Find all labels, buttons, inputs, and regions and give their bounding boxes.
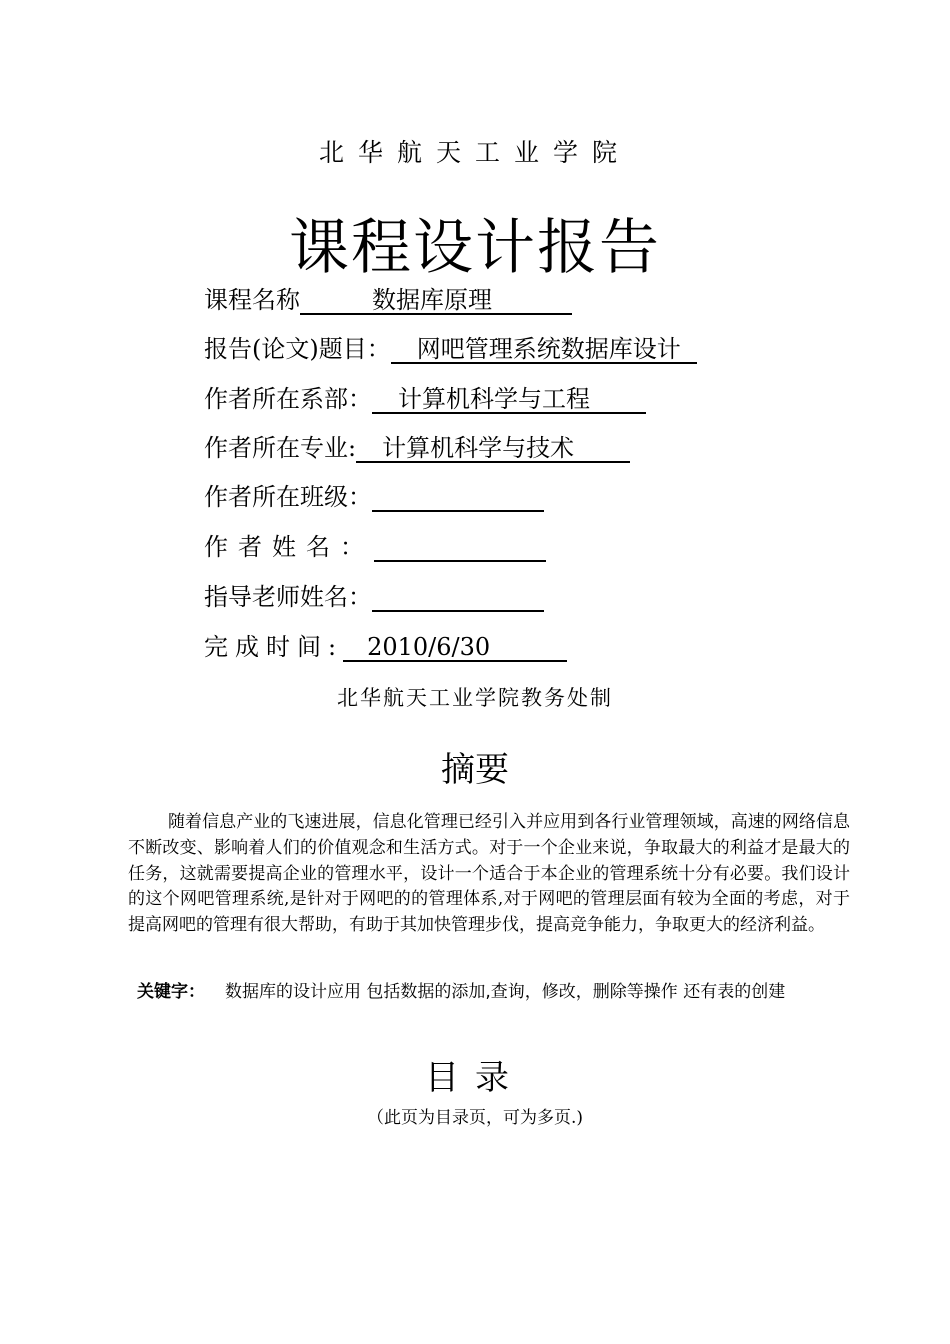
keywords-text: 数据库的设计应用 包括数据的添加,查询，修改，删除等操作 还有表的创建	[225, 982, 786, 1002]
topic-value: 网吧管理系统数据库设计	[391, 331, 697, 367]
completion-date-row	[204, 629, 567, 665]
abstract-body: 随着信息产业的飞速进展，信息化管理已经引入并应用到各行业管理领域，高速的网络信息不断改变、影响着人们的价值观念和生活方式。对于一个企业来说，争取最大的利益才是最大的任务，这就需要提高企业的管理水平，设计一个适合于本企业的管理系统十分有必要。我们设计的这个网吧管理系统,是针对于网吧的的管理体系,对于网吧的管理层面有较为全面的考虑，对于提高网吧的管理有很大帮助，有助于其加快管理步伐，提高竞争能力，争取更大的经济利益。	[128, 812, 850, 936]
school-name: 北华航天工业学院	[318, 138, 631, 167]
course-name-row	[204, 282, 572, 318]
academic-office-note: 北华航天工业学院教务处制	[337, 686, 613, 710]
keywords-paragraph	[100, 980, 850, 1006]
completion-date-value: 2010/6/30	[343, 629, 567, 665]
advisor-row	[204, 579, 544, 615]
author-name-label: 作者姓名：	[204, 533, 374, 561]
advisor-label: 指导老师姓名：	[204, 583, 372, 611]
major-row	[204, 430, 630, 466]
toc-note: （此页为目录页，可为多页.)	[366, 1108, 584, 1128]
author-name-row	[204, 529, 546, 565]
department-label: 作者所在系部：	[204, 385, 372, 413]
abstract-title: 摘要	[441, 750, 509, 790]
author-name-value	[374, 529, 546, 565]
topic-row	[204, 331, 697, 367]
course-name-value: 数据库原理	[300, 282, 572, 318]
report-title: 课程设计报告	[289, 213, 661, 283]
toc-title: 目录	[425, 1058, 525, 1098]
class-row	[204, 479, 544, 515]
keywords-label: 关键字：	[137, 982, 205, 1002]
department-row	[204, 381, 646, 417]
class-value	[372, 479, 544, 515]
major-label: 作者所在专业:	[204, 434, 357, 462]
topic-label: 报告(论文)题目：	[204, 335, 391, 363]
department-value: 计算机科学与工程	[372, 381, 646, 417]
advisor-value	[372, 579, 544, 615]
completion-date-label: 完成时间:	[204, 633, 344, 661]
course-name-label: 课程名称	[204, 286, 300, 314]
major-value: 计算机科学与技术	[356, 430, 630, 466]
class-label: 作者所在班级：	[204, 483, 372, 511]
